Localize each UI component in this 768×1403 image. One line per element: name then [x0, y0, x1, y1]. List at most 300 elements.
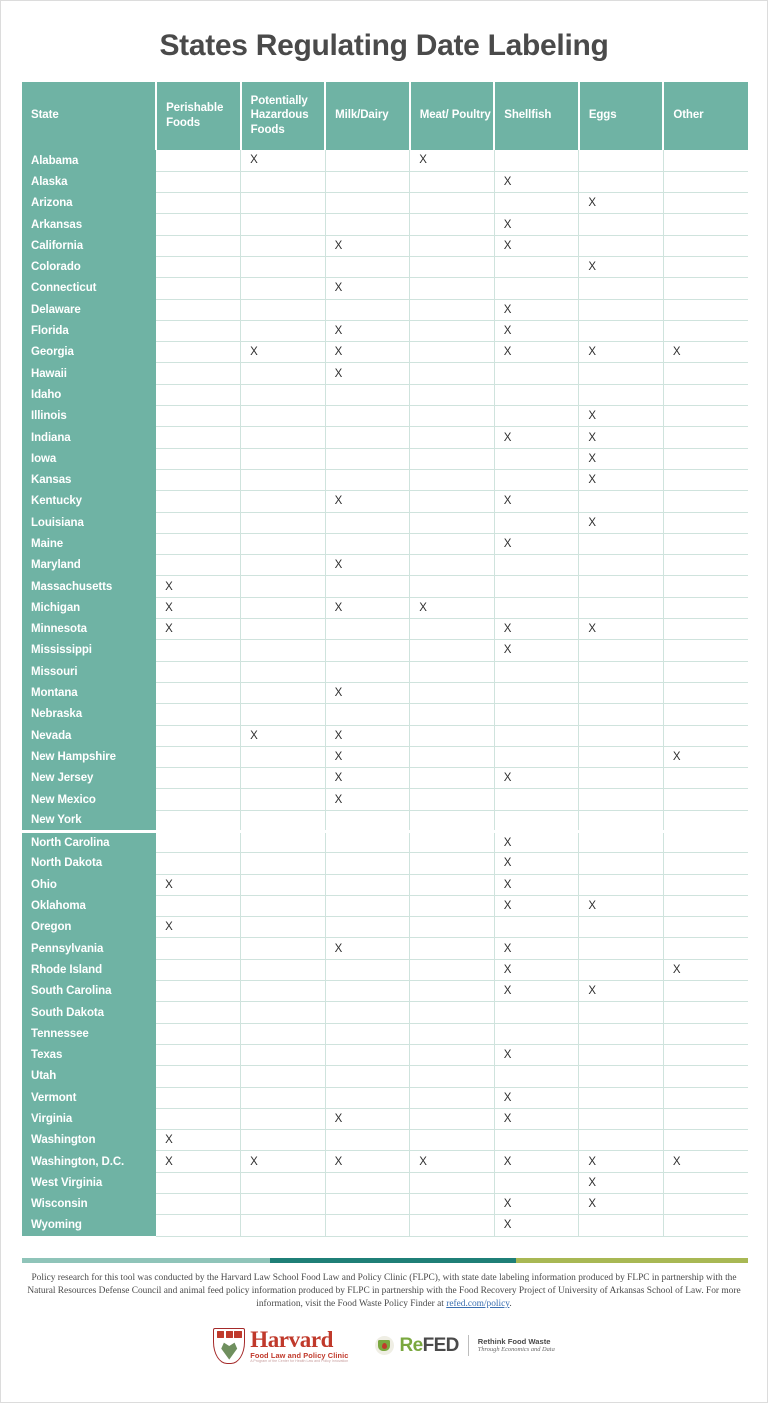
- cell-empty: [156, 533, 241, 554]
- cell-empty: [579, 278, 664, 299]
- table-row: [22, 555, 748, 576]
- cell-empty: [156, 1066, 241, 1087]
- cell-empty: [663, 1023, 748, 1044]
- cell-empty: [410, 1087, 495, 1108]
- cell-empty: [325, 1066, 410, 1087]
- cell-empty: [663, 299, 748, 320]
- cell-empty: [579, 1087, 664, 1108]
- cell-empty: [579, 746, 664, 767]
- refed-logo: [375, 1335, 555, 1357]
- cell-empty: [410, 746, 495, 767]
- cell-empty: [325, 853, 410, 874]
- cell-empty: [241, 278, 326, 299]
- cell-marked: X: [156, 1151, 241, 1172]
- cell-empty: [241, 214, 326, 235]
- state-name-cell: Iowa: [22, 448, 156, 469]
- table-row: [22, 1215, 748, 1236]
- state-name-cell: Michigan: [22, 597, 156, 618]
- table-row: [22, 278, 748, 299]
- state-name-cell: Louisiana: [22, 512, 156, 533]
- state-name-cell: Nevada: [22, 725, 156, 746]
- cell-marked: X: [579, 193, 664, 214]
- cell-empty: [241, 171, 326, 192]
- cell-marked: X: [494, 214, 579, 235]
- state-name-cell: Oregon: [22, 917, 156, 938]
- cell-empty: [241, 1172, 326, 1193]
- cell-empty: [663, 214, 748, 235]
- cell-empty: [410, 853, 495, 874]
- cell-marked: X: [663, 342, 748, 363]
- cell-empty: [663, 1066, 748, 1087]
- cell-marked: X: [156, 1130, 241, 1151]
- cell-empty: [494, 576, 579, 597]
- cell-marked: X: [494, 235, 579, 256]
- cell-empty: [241, 1194, 326, 1215]
- cell-marked: X: [494, 938, 579, 959]
- cell-empty: [494, 789, 579, 810]
- cell-empty: [241, 832, 326, 853]
- cell-marked: X: [494, 1108, 579, 1129]
- cell-empty: [663, 512, 748, 533]
- table-row: [22, 874, 748, 895]
- cell-empty: [494, 917, 579, 938]
- state-name-cell: Kansas: [22, 469, 156, 490]
- cell-empty: [410, 789, 495, 810]
- harvard-shield-icon: [213, 1328, 245, 1364]
- cell-empty: [494, 1130, 579, 1151]
- cell-empty: [156, 342, 241, 363]
- cell-marked: X: [325, 597, 410, 618]
- cell-empty: [494, 256, 579, 277]
- table-row: [22, 682, 748, 703]
- cell-empty: [410, 1066, 495, 1087]
- cell-empty: [241, 789, 326, 810]
- cell-marked: X: [494, 832, 579, 853]
- table-row: [22, 299, 748, 320]
- cell-empty: [325, 1215, 410, 1236]
- table-header: [22, 82, 748, 150]
- cell-empty: [325, 1172, 410, 1193]
- cell-empty: [156, 299, 241, 320]
- table-row: [22, 384, 748, 405]
- cell-empty: [241, 448, 326, 469]
- cell-marked: X: [325, 1151, 410, 1172]
- cell-marked: X: [410, 1151, 495, 1172]
- harvard-word: Harvard: [250, 1326, 334, 1352]
- cell-empty: [325, 256, 410, 277]
- state-name-cell: North Carolina: [22, 832, 156, 853]
- table-row: [22, 1044, 748, 1065]
- cell-marked: X: [156, 597, 241, 618]
- cell-empty: [241, 533, 326, 554]
- table-row: [22, 512, 748, 533]
- cell-empty: [241, 555, 326, 576]
- cell-empty: [494, 1172, 579, 1193]
- cell-marked: X: [325, 235, 410, 256]
- cell-empty: [156, 1087, 241, 1108]
- cell-empty: [663, 427, 748, 448]
- state-name-cell: New Jersey: [22, 768, 156, 789]
- cell-empty: [579, 1044, 664, 1065]
- table-row: [22, 256, 748, 277]
- cell-empty: [241, 406, 326, 427]
- cell-marked: X: [494, 1215, 579, 1236]
- table-row: [22, 342, 748, 363]
- cell-empty: [494, 704, 579, 725]
- harvard-flpc-logo: [213, 1328, 348, 1364]
- cell-empty: [241, 619, 326, 640]
- cell-empty: [325, 427, 410, 448]
- cell-marked: X: [494, 1194, 579, 1215]
- cell-empty: [410, 448, 495, 469]
- table-row: [22, 214, 748, 235]
- state-name-cell: Washington: [22, 1130, 156, 1151]
- cell-marked: X: [494, 171, 579, 192]
- cell-empty: [241, 682, 326, 703]
- state-name-cell: Kentucky: [22, 491, 156, 512]
- cell-empty: [325, 917, 410, 938]
- cell-empty: [410, 320, 495, 341]
- cell-empty: [410, 1023, 495, 1044]
- harvard-subtitle-small: A Program of the Center for Health Law and Policy Innovation: [250, 1359, 349, 1364]
- column-header-milk-dairy: Milk/Dairy: [325, 82, 410, 150]
- table-row: [22, 469, 748, 490]
- cell-empty: [325, 619, 410, 640]
- cell-empty: [156, 193, 241, 214]
- state-name-cell: Hawaii: [22, 363, 156, 384]
- state-name-cell: Wisconsin: [22, 1194, 156, 1215]
- cell-empty: [241, 661, 326, 682]
- cell-marked: X: [325, 491, 410, 512]
- cell-empty: [663, 171, 748, 192]
- cell-empty: [663, 1044, 748, 1065]
- cell-empty: [241, 576, 326, 597]
- cell-empty: [241, 299, 326, 320]
- cell-empty: [156, 640, 241, 661]
- cell-marked: X: [494, 619, 579, 640]
- state-name-cell: Nebraska: [22, 704, 156, 725]
- refed-tagline-line2: Through Economics and Data: [477, 1346, 555, 1354]
- state-name-cell: Wyoming: [22, 1215, 156, 1236]
- cell-empty: [241, 1002, 326, 1023]
- cell-empty: [241, 1066, 326, 1087]
- cell-marked: X: [494, 853, 579, 874]
- cell-empty: [579, 576, 664, 597]
- cell-empty: [494, 150, 579, 171]
- cell-empty: [241, 959, 326, 980]
- cell-empty: [325, 193, 410, 214]
- cell-empty: [494, 1002, 579, 1023]
- table-row: [22, 597, 748, 618]
- state-name-cell: Delaware: [22, 299, 156, 320]
- cell-empty: [156, 448, 241, 469]
- cell-empty: [410, 278, 495, 299]
- cell-empty: [410, 512, 495, 533]
- cell-empty: [410, 384, 495, 405]
- cell-empty: [663, 917, 748, 938]
- cell-empty: [156, 171, 241, 192]
- cell-marked: X: [579, 512, 664, 533]
- table-row: [22, 363, 748, 384]
- cell-empty: [325, 448, 410, 469]
- cell-empty: [325, 810, 410, 831]
- cell-marked: X: [494, 768, 579, 789]
- cell-marked: X: [156, 576, 241, 597]
- cell-empty: [156, 959, 241, 980]
- harvard-wordmark: [250, 1328, 348, 1364]
- cell-empty: [663, 619, 748, 640]
- cell-empty: [494, 469, 579, 490]
- cell-empty: [663, 1215, 748, 1236]
- cell-empty: [241, 1044, 326, 1065]
- cell-empty: [156, 853, 241, 874]
- table-row: [22, 448, 748, 469]
- cell-marked: X: [241, 342, 326, 363]
- state-name-cell: West Virginia: [22, 1172, 156, 1193]
- cell-marked: X: [663, 959, 748, 980]
- cell-empty: [241, 235, 326, 256]
- cell-empty: [579, 640, 664, 661]
- table-row: [22, 193, 748, 214]
- cell-empty: [325, 895, 410, 916]
- state-name-cell: Alaska: [22, 171, 156, 192]
- refed-tagline-line1: Rethink Food Waste: [477, 1336, 551, 1346]
- state-name-cell: Arizona: [22, 193, 156, 214]
- cell-marked: X: [156, 874, 241, 895]
- cell-empty: [579, 555, 664, 576]
- cell-empty: [156, 832, 241, 853]
- table-row: [22, 938, 748, 959]
- state-name-cell: Illinois: [22, 406, 156, 427]
- cell-marked: X: [663, 746, 748, 767]
- cell-empty: [579, 704, 664, 725]
- cell-empty: [325, 640, 410, 661]
- harvard-books-icon: [217, 1331, 242, 1338]
- cell-empty: [325, 469, 410, 490]
- cell-empty: [579, 789, 664, 810]
- cell-empty: [241, 1108, 326, 1129]
- state-name-cell: Ohio: [22, 874, 156, 895]
- cell-empty: [156, 661, 241, 682]
- cell-empty: [156, 725, 241, 746]
- cell-empty: [663, 1002, 748, 1023]
- cell-empty: [156, 384, 241, 405]
- cell-empty: [494, 384, 579, 405]
- cell-empty: [325, 981, 410, 1002]
- cell-empty: [325, 959, 410, 980]
- cell-empty: [494, 597, 579, 618]
- table-row: [22, 235, 748, 256]
- cell-marked: X: [579, 427, 664, 448]
- table-container: [1, 82, 767, 1237]
- cell-marked: X: [241, 725, 326, 746]
- cell-empty: [410, 1108, 495, 1129]
- book-icon: [234, 1331, 241, 1338]
- column-header-state: State: [22, 82, 156, 150]
- table-row: [22, 1023, 748, 1044]
- cell-empty: [663, 448, 748, 469]
- cell-empty: [579, 832, 664, 853]
- cell-empty: [663, 533, 748, 554]
- cell-empty: [579, 171, 664, 192]
- cell-empty: [579, 533, 664, 554]
- state-name-cell: Maine: [22, 533, 156, 554]
- state-name-cell: Washington, D.C.: [22, 1151, 156, 1172]
- cell-marked: X: [494, 491, 579, 512]
- cell-empty: [410, 810, 495, 831]
- table-row: [22, 704, 748, 725]
- cell-empty: [156, 895, 241, 916]
- cell-empty: [325, 832, 410, 853]
- cell-empty: [156, 406, 241, 427]
- cell-empty: [663, 193, 748, 214]
- cell-empty: [325, 512, 410, 533]
- state-name-cell: Idaho: [22, 384, 156, 405]
- cell-empty: [410, 981, 495, 1002]
- state-name-cell: Florida: [22, 320, 156, 341]
- cell-empty: [156, 363, 241, 384]
- cell-marked: X: [156, 917, 241, 938]
- column-header-perishable-foods: Perishable Foods: [156, 82, 241, 150]
- cell-marked: X: [325, 725, 410, 746]
- cell-empty: [663, 597, 748, 618]
- cell-empty: [663, 895, 748, 916]
- table-row: [22, 1066, 748, 1087]
- cell-empty: [241, 917, 326, 938]
- rule-segment-dark-teal: [270, 1258, 516, 1263]
- cell-empty: [494, 810, 579, 831]
- cell-empty: [241, 491, 326, 512]
- leaf-icon: [220, 1341, 239, 1360]
- state-name-cell: Arkansas: [22, 214, 156, 235]
- states-date-labeling-table: [22, 82, 748, 1237]
- logo-row: [22, 1328, 746, 1364]
- footer-credit-text: [22, 1272, 746, 1312]
- state-name-cell: Tennessee: [22, 1023, 156, 1044]
- table-row: [22, 1002, 748, 1023]
- cell-empty: [241, 1215, 326, 1236]
- state-name-cell: South Dakota: [22, 1002, 156, 1023]
- refed-policy-link[interactable]: refed.com/policy: [446, 1299, 510, 1310]
- cell-marked: X: [325, 342, 410, 363]
- table-row: [22, 810, 748, 831]
- table-row: [22, 1087, 748, 1108]
- cell-empty: [410, 917, 495, 938]
- cell-empty: [156, 789, 241, 810]
- cell-empty: [410, 1215, 495, 1236]
- cell-empty: [241, 853, 326, 874]
- table-row: [22, 768, 748, 789]
- cell-marked: X: [579, 895, 664, 916]
- state-name-cell: New Hampshire: [22, 746, 156, 767]
- table-row: [22, 533, 748, 554]
- cell-empty: [410, 874, 495, 895]
- cell-empty: [579, 1108, 664, 1129]
- column-header-potentially-hazardous-foods: Potentially Hazardous Foods: [241, 82, 326, 150]
- column-header-meat-poultry: Meat/ Poultry: [410, 82, 495, 150]
- table-body: [22, 150, 748, 1236]
- cell-empty: [579, 150, 664, 171]
- cell-empty: [663, 768, 748, 789]
- cell-marked: X: [494, 533, 579, 554]
- cell-empty: [410, 725, 495, 746]
- cell-empty: [156, 320, 241, 341]
- cell-marked: X: [579, 469, 664, 490]
- cell-empty: [579, 917, 664, 938]
- cell-empty: [663, 256, 748, 277]
- refed-name-fed: FED: [422, 1334, 459, 1356]
- table-row: [22, 959, 748, 980]
- cell-empty: [156, 938, 241, 959]
- cell-empty: [410, 704, 495, 725]
- table-row: [22, 832, 748, 853]
- cell-empty: [663, 810, 748, 831]
- cell-empty: [579, 214, 664, 235]
- cell-empty: [410, 640, 495, 661]
- cell-empty: [410, 256, 495, 277]
- cell-marked: X: [579, 1194, 664, 1215]
- cell-empty: [410, 363, 495, 384]
- table-row: [22, 1108, 748, 1129]
- cell-empty: [325, 171, 410, 192]
- cell-empty: [156, 1002, 241, 1023]
- state-name-cell: Virginia: [22, 1108, 156, 1129]
- cell-empty: [410, 576, 495, 597]
- cell-empty: [156, 1108, 241, 1129]
- cell-empty: [156, 810, 241, 831]
- cell-empty: [241, 363, 326, 384]
- footer: [1, 1258, 767, 1364]
- cell-empty: [579, 597, 664, 618]
- table-row: [22, 427, 748, 448]
- cell-empty: [156, 278, 241, 299]
- cell-empty: [663, 491, 748, 512]
- table-row: [22, 320, 748, 341]
- cell-empty: [325, 1194, 410, 1215]
- cell-marked: X: [494, 342, 579, 363]
- cell-marked: X: [494, 1044, 579, 1065]
- cell-empty: [494, 448, 579, 469]
- cell-empty: [663, 640, 748, 661]
- cell-empty: [325, 299, 410, 320]
- cell-marked: X: [494, 981, 579, 1002]
- table-row: [22, 150, 748, 171]
- cell-empty: [410, 959, 495, 980]
- cell-empty: [156, 1172, 241, 1193]
- cell-empty: [241, 384, 326, 405]
- page-title: States Regulating Date Labeling: [159, 29, 609, 62]
- cell-empty: [241, 981, 326, 1002]
- state-name-cell: Missouri: [22, 661, 156, 682]
- cell-empty: [663, 874, 748, 895]
- cell-empty: [241, 1130, 326, 1151]
- cell-marked: X: [494, 874, 579, 895]
- cell-empty: [325, 406, 410, 427]
- cell-empty: [579, 299, 664, 320]
- cell-marked: X: [494, 1087, 579, 1108]
- cell-empty: [241, 874, 326, 895]
- cell-empty: [325, 1087, 410, 1108]
- cell-empty: [663, 1172, 748, 1193]
- cell-marked: X: [494, 640, 579, 661]
- table-row: [22, 619, 748, 640]
- state-name-cell: Vermont: [22, 1087, 156, 1108]
- cell-empty: [494, 555, 579, 576]
- cell-empty: [241, 1023, 326, 1044]
- cell-empty: [494, 682, 579, 703]
- cell-empty: [663, 150, 748, 171]
- cell-marked: X: [241, 1151, 326, 1172]
